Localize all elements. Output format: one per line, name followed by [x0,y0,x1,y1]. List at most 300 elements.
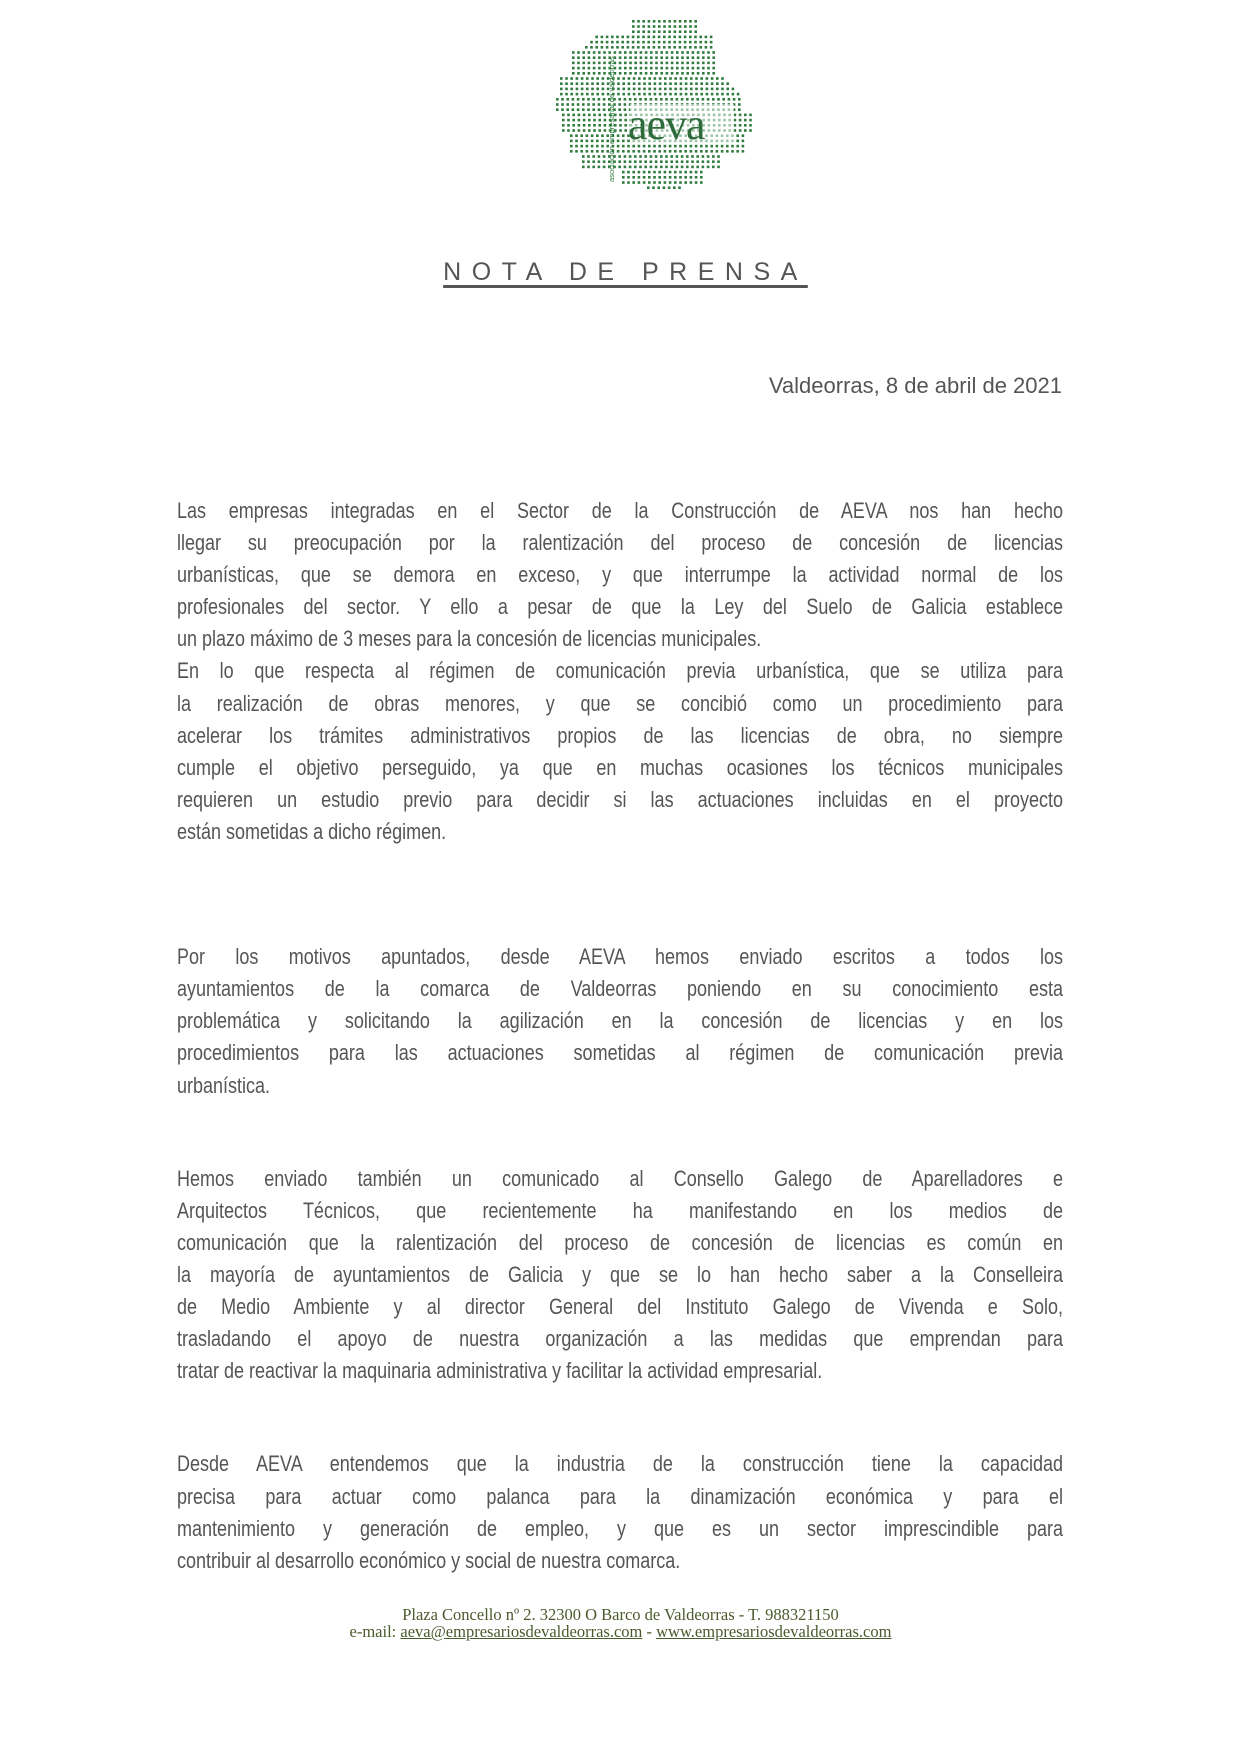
logo-dot [634,56,637,59]
paragraph-line [177,1259,1063,1291]
logo-dot [575,150,578,153]
paragraph-line [177,1195,1063,1227]
logo-dot [650,160,653,163]
logo-dot [692,51,695,54]
logo-dot [666,72,669,75]
logo-dot [684,181,687,184]
logo-dot [689,46,692,49]
logo-dot [582,56,585,59]
logo-dot [664,171,667,174]
logo-dot [707,166,710,169]
logo-dot [668,46,671,49]
logo-dot [721,145,724,148]
logo-dot [679,150,682,153]
logo-dot [582,62,585,65]
line-text: En lo que respecta al régimen de comunicación previa urbanística, que se utiliza para [177,658,1063,684]
logo-dot [588,129,591,132]
logo-dot [660,166,663,169]
logo-dot [638,150,641,153]
logo-dot [581,93,584,96]
line-text: tratar de reactivar la maquinaria administrativa y facilitar la actividad empresarial. [177,1358,823,1384]
logo-dot [624,114,627,117]
logo-dot [738,108,741,111]
logo-dot [684,30,687,33]
logo-dot [710,150,713,153]
logo-dot [619,56,622,59]
logo-dot [575,140,578,143]
logo-dot [633,77,636,80]
line-text: cumple el objetivo perseguido, ya que en muchas ocasiones los técnicos municipales [177,754,1063,780]
footer [0,1606,1241,1640]
logo-dot [739,119,742,122]
logo-dot [647,186,650,189]
logo-dot [577,72,580,75]
logo-dot [658,41,661,44]
logo-dot [717,160,720,163]
logo-dot [705,36,708,39]
logo-dot [668,41,671,44]
logo-dot [716,88,719,91]
logo-dot [601,134,604,137]
logo-dot [596,93,599,96]
logo-dot [669,77,672,80]
logo-dot [638,93,641,96]
logo-dot [652,186,655,189]
logo-dot [577,103,580,106]
logo-dot [653,41,656,44]
logo-dot [632,20,635,23]
logo-dot [668,20,671,23]
logo-dot [684,150,687,153]
logo-dot [592,155,595,158]
line-text: trasladando el apoyo de nuestra organización a las medidas que emprendan para [177,1326,1063,1352]
logo-dot [560,93,563,96]
logo-dot [591,140,594,143]
logo-dot [695,77,698,80]
logo-dot [671,51,674,54]
logo-dot [648,176,651,179]
logo-dot [619,67,622,70]
logo-dot [744,124,747,127]
logo-dot [586,88,589,91]
logo-dot [691,155,694,158]
logo-dot [587,103,590,106]
logo-dot [645,51,648,54]
logo-dot [639,160,642,163]
logo-dot [689,20,692,23]
logo-dot [655,67,658,70]
logo-dot [582,160,585,163]
logo-dot [634,160,637,163]
logo-dot [627,150,630,153]
logo-dot [679,30,682,33]
logo-dot [712,72,715,75]
logo-dot [618,166,621,169]
logo-dot [637,20,640,23]
logo-dot [710,46,713,49]
logo-dot [681,166,684,169]
logo-dot [716,145,719,148]
logo-dot [608,51,611,54]
logo-dot [648,150,651,153]
logo-dot [706,77,709,80]
paragraph-line [177,784,1063,816]
logo-dot [658,36,661,39]
logo-dot [611,36,614,39]
logo-dot [619,51,622,54]
logo-dot [604,114,607,117]
logo-dot [628,93,631,96]
logo-dot [581,88,584,91]
logo-dot [637,41,640,44]
logo-dot [665,160,668,163]
logo-dot [570,134,573,137]
logo-dot [648,25,651,28]
logo-dot [681,160,684,163]
logo-dot [621,41,624,44]
logo-dot [627,176,630,179]
logo-dot [694,30,697,33]
logo-dot [580,150,583,153]
logo-dot [679,25,682,28]
logo-dot [691,166,694,169]
logo-dot [707,56,710,59]
logo-dot [660,56,663,59]
logo-dot [660,160,663,163]
logo-dot [581,82,584,85]
logo-dot [700,171,703,174]
logo-dot [582,51,585,54]
logo-dot [643,82,646,85]
logo-dot [686,56,689,59]
logo-dot [632,30,635,33]
logo-dot [582,98,585,101]
logo-dot [658,181,661,184]
logo-dot [590,41,593,44]
logo-dot [624,51,627,54]
logo-dot [681,56,684,59]
paragraph-line [177,527,1063,559]
logo-dot [660,72,663,75]
logo-dot [648,20,651,23]
logo-dot [669,150,672,153]
logo-dot [601,36,604,39]
logo-dot [634,62,637,65]
logo-dot [637,46,640,49]
logo-dot [702,67,705,70]
logo-dot [739,129,742,132]
logo-dot [598,114,601,117]
logo-dot [696,166,699,169]
logo-dot [690,93,693,96]
logo-dot [674,150,677,153]
logo-dot [567,129,570,132]
logo-dot [570,145,573,148]
logo-dot [658,171,661,174]
logo-dot [692,67,695,70]
logo-dot [642,41,645,44]
logo-dot [678,186,681,189]
logo-dot [648,181,651,184]
line-text: procedimientos para las actuaciones sometidas al régimen de comunicación previa [177,1040,1063,1066]
logo-dot [572,67,575,70]
logo-dot [619,62,622,65]
logo-dot [638,77,641,80]
paragraph-line [177,1481,1063,1513]
logo-dot [643,150,646,153]
logo-dot [634,166,637,169]
logo-dot [640,51,643,54]
logo-dot [598,103,601,106]
logo-dot [624,62,627,65]
line-text: un plazo máximo de 3 meses para la concesión de licencias municipales. [177,626,762,652]
logo-dot [712,155,715,158]
logo-dot [686,155,689,158]
logo-dot [647,41,650,44]
logo-dot [598,108,601,111]
line-text: precisa para actuar como palanca para la dinamización económica y para el [177,1483,1063,1509]
logo-dot [721,150,724,153]
paragraph-line [177,1163,1063,1195]
logo-dot [663,41,666,44]
logo-dot [583,119,586,122]
logo-wordmark: aeva [628,100,705,149]
logo-dot [619,119,622,122]
logo-dot [686,51,689,54]
logo-dot [679,41,682,44]
logo-dot [716,77,719,80]
logo-dot [665,166,668,169]
logo-dot [624,72,627,75]
logo-dot [614,51,617,54]
line-text: Desde AEVA entendemos que la industria de la construcción tiene la capacidad [177,1451,1063,1477]
logo-dot [742,145,745,148]
logo-dot [697,62,700,65]
logo-dot [588,51,591,54]
logo-dot [606,46,609,49]
logo-dot [689,30,692,33]
logo-dot [619,124,622,127]
logo-dot [655,51,658,54]
logo-dot [707,155,710,158]
logo-dot [666,56,669,59]
logo-dot [588,119,591,122]
logo-dot [663,30,666,33]
logo-dot [694,46,697,49]
logo-dot [681,62,684,65]
logo-dot [684,46,687,49]
logo-dot [601,41,604,44]
page-title [0,258,1241,287]
footer-website-link[interactable]: www.empresariosdevaldeorras.com [656,1622,892,1641]
logo-dot [692,56,695,59]
logo-dot [603,160,606,163]
line-text: la mayoría de ayuntamientos de Galicia y que se lo han hecho saber a la Conselleira [177,1261,1063,1287]
logo-dot [601,150,604,153]
logo-dot [669,82,672,85]
logo-dot [712,56,715,59]
logo-dot [618,160,621,163]
logo-dot [561,98,564,101]
logo-dot [689,36,692,39]
logo-dot [591,145,594,148]
logo-dot [624,155,627,158]
logo-dot [669,93,672,96]
logo-dot [680,77,683,80]
logo-dot [586,93,589,96]
logo-dot [624,129,627,132]
logo-dot [689,41,692,44]
logo-dot [642,36,645,39]
logo-dot [650,67,653,70]
logo-dot [638,82,641,85]
logo-dot [749,114,752,117]
logo-dot [639,166,642,169]
logo-dot [629,160,632,163]
logo-dot [585,46,588,49]
logo-dot [611,46,614,49]
logo-dot [580,134,583,137]
paragraph-line [177,495,1063,527]
logo-dot [565,88,568,91]
logo-dot [637,36,640,39]
logo-dot [588,62,591,65]
logo-dot [602,77,605,80]
logo-dot [716,82,719,85]
logo-dot [663,20,666,23]
logo-dot [638,88,641,91]
logo-dot [684,36,687,39]
logo-dot [586,140,589,143]
logo-dot [716,150,719,153]
logo-dot [707,98,710,101]
logo-dot [650,56,653,59]
logo-dot [643,93,646,96]
logo-dot [728,98,731,101]
paragraph-line [177,1448,1063,1480]
logo-dot [731,145,734,148]
logo-dot [685,93,688,96]
logo-dot [634,72,637,75]
logo-dot [622,77,625,80]
logo-dot [644,160,647,163]
logo-dot [617,77,620,80]
logo-dot [596,145,599,148]
logo-dot [642,25,645,28]
logo-dot [591,93,594,96]
logo-dot [686,72,689,75]
logo-dot [705,41,708,44]
logo-dot [655,166,658,169]
logo-dot [700,176,703,179]
logo-dot [673,36,676,39]
logo-dot [700,77,703,80]
logo-dot [624,56,627,59]
logo-dot [603,108,606,111]
logo-dot [736,150,739,153]
logo-dot [655,160,658,163]
logo-dot [644,155,647,158]
line-text: Por los motivos apuntados, desde AEVA hemos enviado escritos a todos los [177,944,1063,970]
logo-dot [621,46,624,49]
logo-dot [705,145,708,148]
logo-dot [639,155,642,158]
footer-email-link[interactable]: aeva@empresariosdevaldeorras.com [400,1622,643,1641]
line-text: llegar su preocupación por la ralentización del proceso de concesión de licencias [177,530,1063,556]
logo-dot [705,46,708,49]
logo-dot [679,46,682,49]
line-text: profesionales del sector. Y ello a pesar de que la Ley del Suelo de Galicia establece [177,594,1063,620]
logo-dot [642,46,645,49]
logo-dot [739,124,742,127]
logo-dot [654,82,657,85]
logo-dot [705,150,708,153]
logo-dot [598,166,601,169]
logo-dot [645,56,648,59]
logo-dot [655,56,658,59]
logo-dot [674,25,677,28]
logo-dot [658,176,661,179]
logo-dot [690,150,693,153]
logo-dot [643,88,646,91]
logo-dot [711,82,714,85]
logo-dot [598,160,601,163]
logo-dot [587,160,590,163]
logo-dot [679,171,682,174]
logo-dot [565,77,568,80]
logo-dot [700,181,703,184]
logo-dot [611,41,614,44]
logo-dot [591,134,594,137]
logo-dot [669,181,672,184]
logo-dot [697,67,700,70]
logo-dot [629,166,632,169]
logo-dot [572,119,575,122]
logo-dot [629,62,632,65]
logo-dot [588,114,591,117]
logo-dot [647,46,650,49]
logo-dot [736,134,739,137]
logo-dot [586,82,589,85]
logo-dot [712,67,715,70]
logo-dot [676,72,679,75]
logo-dot [717,98,720,101]
logo-dot [676,56,679,59]
logo-dot [658,46,661,49]
logo-dot [595,41,598,44]
logo-dot [598,98,601,101]
logo-dot [707,72,710,75]
logo-dot [581,77,584,80]
logo-dot [629,155,632,158]
logo-dot [603,166,606,169]
logo-dot [629,72,632,75]
logo-dot [670,155,673,158]
logo-dot [622,150,625,153]
logo-dot [596,77,599,80]
logo-dot [674,88,677,91]
logo-dot [663,25,666,28]
logo-dot [669,88,672,91]
logo-dot [744,114,747,117]
logo-dot [653,25,656,28]
logo-dot [642,30,645,33]
logo-dot [622,181,625,184]
logo-dot [695,181,698,184]
logo-dot [593,119,596,122]
paragraph-line [177,1227,1063,1259]
logo-dot [637,25,640,28]
